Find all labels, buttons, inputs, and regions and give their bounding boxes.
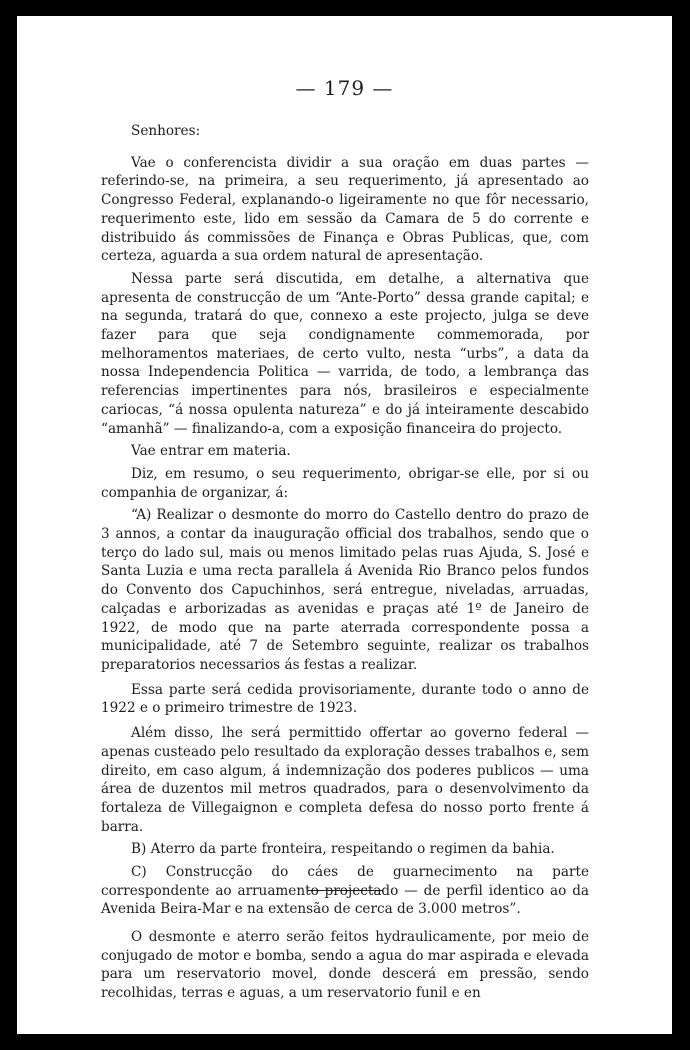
paragraph-offer: Além disso, lhe será permittido offertar ao governo federal — apenas custeado pelo resultado da exploração desses trabalhos e, sem direito, em caso algum, á indemnização dos poderes publicos — uma área de duzentos mil metros quadrados, para o desenvolvimento da fortaleza de Villegaignon e completa defesa do nosso porto frente á barra. [101, 725, 589, 835]
paragraph-ante-porto: Nessa parte será discutida, em detalhe, a alternativa que apresenta de construcção de um “Ante-Porto” dessa grande capital; e na segunda, tratará do que, connexo a este projecto, julga se deve fazer para que seja condignamente commemorada, por melhoramentos materiaes, de certo vulto, nesta “urbs”, a data da nossa Independencia Politica — varrida, de todo, a lembrança das referencias impertinentes para nós, brasileiros e especialmente cariocas, “á nossa opulenta natureza” e do já inteiramente descabido “amanhã” — finalizando-a, com a exposição financeira do projecto. [101, 270, 589, 437]
paragraph-enter-matter: Vae entrar em materia. [131, 443, 291, 460]
section-divider [307, 890, 383, 891]
salutation: Senhores: [131, 123, 201, 139]
paragraph-intro: Vae o conferencista dividir a sua oração em duas partes — referindo-se, na primeira, a seu requerimento, já apresentado ao Congresso Federal, explanando-o ligeiramente no que fôr necessario, requerimento este, lido em sessão da Camara de 5 do corrente e distribuido ás commissões de Finança e Obras Publicas, que, com certeza, aguarda a sua ordem natural de apresentação. [101, 154, 589, 265]
document-page [17, 16, 672, 1034]
page-number: — 179 — [295, 76, 394, 100]
paragraph-item-c: C) Construcção do cáes de guarnecimento na parte correspondente ao arruamento projectado — de perfil identico ao da Avenida Beira-Mar e na extensão de cerca de 3.000 metros”. [101, 864, 589, 918]
paragraph-item-b: B) Aterro da parte fronteira, respeitando o regimen da bahia. [131, 841, 555, 858]
paragraph-item-a: “A) Realizar o desmonte do morro do Castello dentro do prazo de 3 annos, a contar da inauguração official dos trabalhos, sendo que o terço do lado sul, mais ou menos limitado pelas ruas Ajuda, S. José e Santa Luzia e uma recta parallela á Avenida Rio Branco pelos fundos do Convento dos Capuchinhos, será entregue, niveladas, arruadas, calçadas e arborizadas as avenidas e praças até 1º de Janeiro de 1922, de modo que na parte aterrada correspondente possa a municipalidade, até 7 de Setembro seguinte, realizar os trabalhos preparatorios necessarios ás festas a realizar. [101, 507, 589, 673]
footer-text [101, 928, 589, 1007]
paragraph-cession: Essa parte será cedida provisoriamente, durante todo o anno de 1922 e o primeiro trimestre de 1923. [101, 681, 589, 717]
paragraph-hydraulic: O desmonte e aterro serão feitos hydraulicamente, por meio de conjugado de motor e bomba, sendo a agua do mar aspirada e elevada para um reservatorio movel, donde descerá em pressão, sendo recolhidas, terras e aguas, a um reservatorio funil e en [101, 929, 589, 1002]
body-text [101, 122, 589, 923]
paragraph-summary: Diz, em resumo, o seu requerimento, obrigar-se elle, por si ou companhia de organizar, á: [101, 465, 589, 501]
